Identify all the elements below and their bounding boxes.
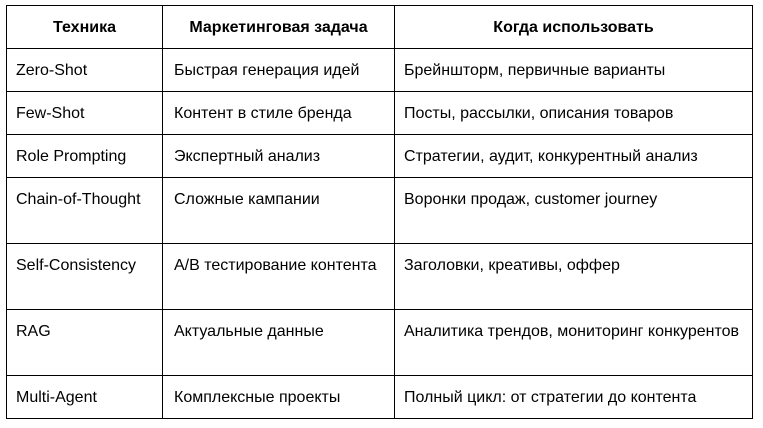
table-row bbox=[7, 310, 753, 376]
table-row bbox=[7, 49, 753, 92]
cell-technique: RAG bbox=[7, 310, 163, 376]
techniques-table bbox=[6, 5, 753, 419]
table-row bbox=[7, 178, 753, 244]
techniques-table-container bbox=[6, 5, 753, 419]
cell-when-to-use: Стратегии, аудит, конкурентный анализ bbox=[395, 135, 753, 178]
header-marketing-task: Маркетинговая задача bbox=[163, 6, 395, 49]
cell-when-to-use: Посты, рассылки, описания товаров bbox=[395, 92, 753, 135]
cell-when-to-use: Полный цикл: от стратегии до контента bbox=[395, 376, 753, 419]
cell-marketing-task: Комплексные проекты bbox=[163, 376, 395, 419]
cell-when-to-use: Воронки продаж, customer journey bbox=[395, 178, 753, 244]
cell-when-to-use: Брейншторм, первичные варианты bbox=[395, 49, 753, 92]
table-row bbox=[7, 135, 753, 178]
cell-technique: Role Prompting bbox=[7, 135, 163, 178]
header-technique: Техника bbox=[7, 6, 163, 49]
cell-technique: Zero-Shot bbox=[7, 49, 163, 92]
cell-technique: Self-Consistency bbox=[7, 244, 163, 310]
cell-when-to-use: Заголовки, креативы, оффер bbox=[395, 244, 753, 310]
cell-technique: Few-Shot bbox=[7, 92, 163, 135]
table-header-row bbox=[7, 6, 753, 49]
cell-marketing-task: Экспертный анализ bbox=[163, 135, 395, 178]
cell-marketing-task: A/B тестирование контента bbox=[163, 244, 395, 310]
cell-when-to-use: Аналитика трендов, мониторинг конкурентов bbox=[395, 310, 753, 376]
cell-marketing-task: Актуальные данные bbox=[163, 310, 395, 376]
table-row bbox=[7, 92, 753, 135]
cell-technique: Chain-of-Thought bbox=[7, 178, 163, 244]
cell-marketing-task: Контент в стиле бренда bbox=[163, 92, 395, 135]
table-row bbox=[7, 376, 753, 419]
cell-technique: Multi-Agent bbox=[7, 376, 163, 419]
table-row bbox=[7, 244, 753, 310]
cell-marketing-task: Сложные кампании bbox=[163, 178, 395, 244]
header-when-to-use: Когда использовать bbox=[395, 6, 753, 49]
cell-marketing-task: Быстрая генерация идей bbox=[163, 49, 395, 92]
